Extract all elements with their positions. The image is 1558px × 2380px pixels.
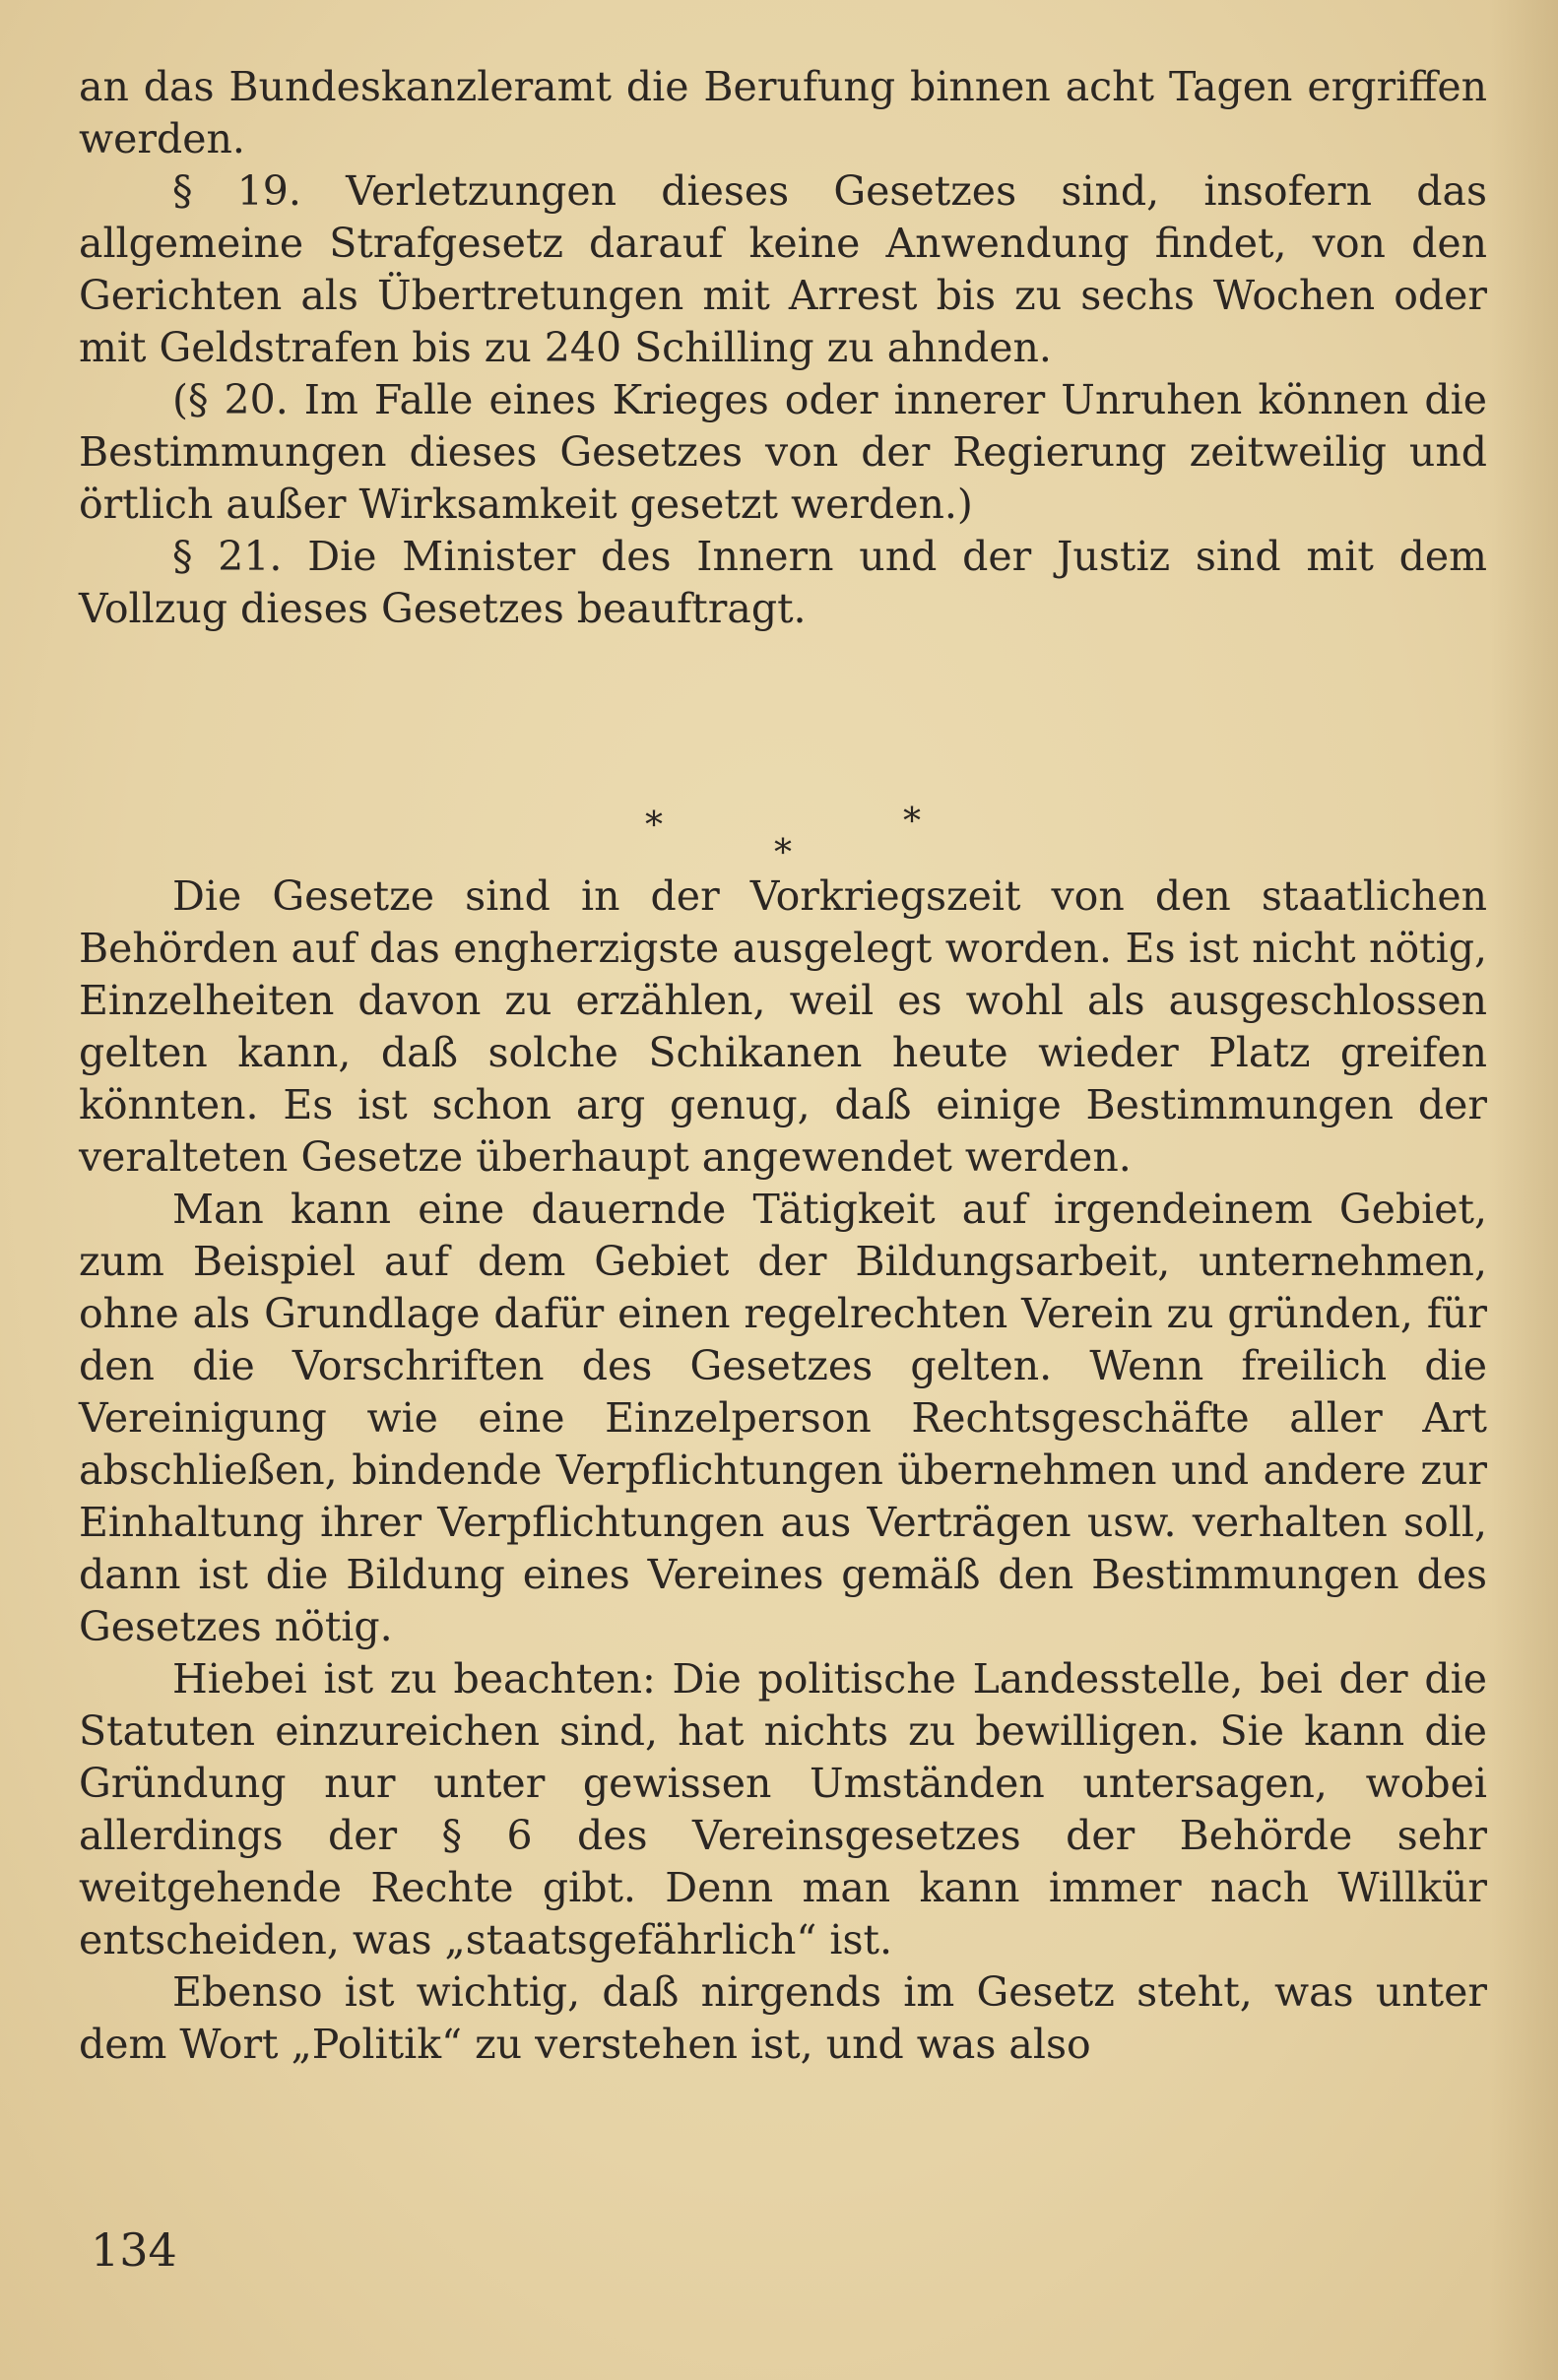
text-block-main (79, 870, 1487, 2071)
paragraph-section-20: (§ 20. Im Falle eines Krieges oder innerer Unruhen können die Bestimmungen dieses Gesetzes von der Regierung zeitweilig und örtlich außer Wirksamkeit gesetzt werden.) (79, 376, 1487, 528)
page-number: 134 (91, 2223, 177, 2277)
paragraph-continuation: an das Bundeskanzleramt die Berufung binnen acht Tagen ergriffen werden. (79, 63, 1487, 162)
paragraph-section-19: § 19. Verletzungen dieses Gesetzes sind, insofern das allgemeine Strafgesetz darauf keine Anwendung findet, von den Gerichten als Übertretungen mit Arrest bis zu sechs Wochen oder mit Geldstrafen bis zu 240 Schilling zu ahnden. (79, 167, 1487, 371)
paragraph-politik: Ebenso ist wichtig, daß nirgends im Gesetz steht, was unter dem Wort „Politik“ zu verstehen ist, und was also (79, 1968, 1487, 2068)
divider-asterisk-left: * (645, 805, 663, 846)
section-divider (0, 788, 1558, 873)
divider-asterisk-right: * (903, 802, 921, 842)
paragraph-section-21: § 21. Die Minister des Innern und der Justiz sind mit dem Vollzug dieses Gesetzes beauftragt. (79, 533, 1487, 632)
divider-asterisk-bottom: * (774, 833, 792, 873)
paragraph-taetigkeit: Man kann eine dauernde Tätigkeit auf irgendeinem Gebiet, zum Beispiel auf dem Gebiet der Bildungsarbeit, unternehmen, ohne als Grundlage dafür einen regelrechten Verein zu gründen, für den die Vorschriften des Gesetzes gelten. Wenn freilich die Vereinigung wie eine Einzelperson Rechtsgeschäfte aller Art abschließen, bindende Verpflichtungen übernehmen und andere zur Einhaltung ihrer Verpflichtungen aus Verträgen usw. verhalten soll, dann ist die Bildung eines Vereines gemäß den Bestimmungen des Gesetzes nötig. (79, 1186, 1487, 1650)
text-block-top (79, 61, 1487, 635)
paragraph-landesstelle: Hiebei ist zu beachten: Die politische Landesstelle, bei der die Statuten einzureichen sind, hat nichts zu bewilligen. Sie kann die Gründung nur unter gewissen Umständen untersagen, wobei allerdings der § 6 des Vereinsgesetzes der Behörde sehr weitgehende Rechte gibt. Denn man kann immer nach Willkür entscheiden, was „staatsgefährlich“ ist. (79, 1655, 1487, 1963)
paragraph-vorkriegszeit: Die Gesetze sind in der Vorkriegszeit von den staatlichen Behörden auf das engherzigste ausgelegt worden. Es ist nicht nötig, Einzelheiten davon zu erzählen, weil es wohl als ausgeschlossen gelten kann, daß solche Schikanen heute wieder Platz greifen könnten. Es ist schon arg genug, daß einige Bestimmungen der veralteten Gesetze überhaupt angewendet werden. (79, 872, 1487, 1181)
